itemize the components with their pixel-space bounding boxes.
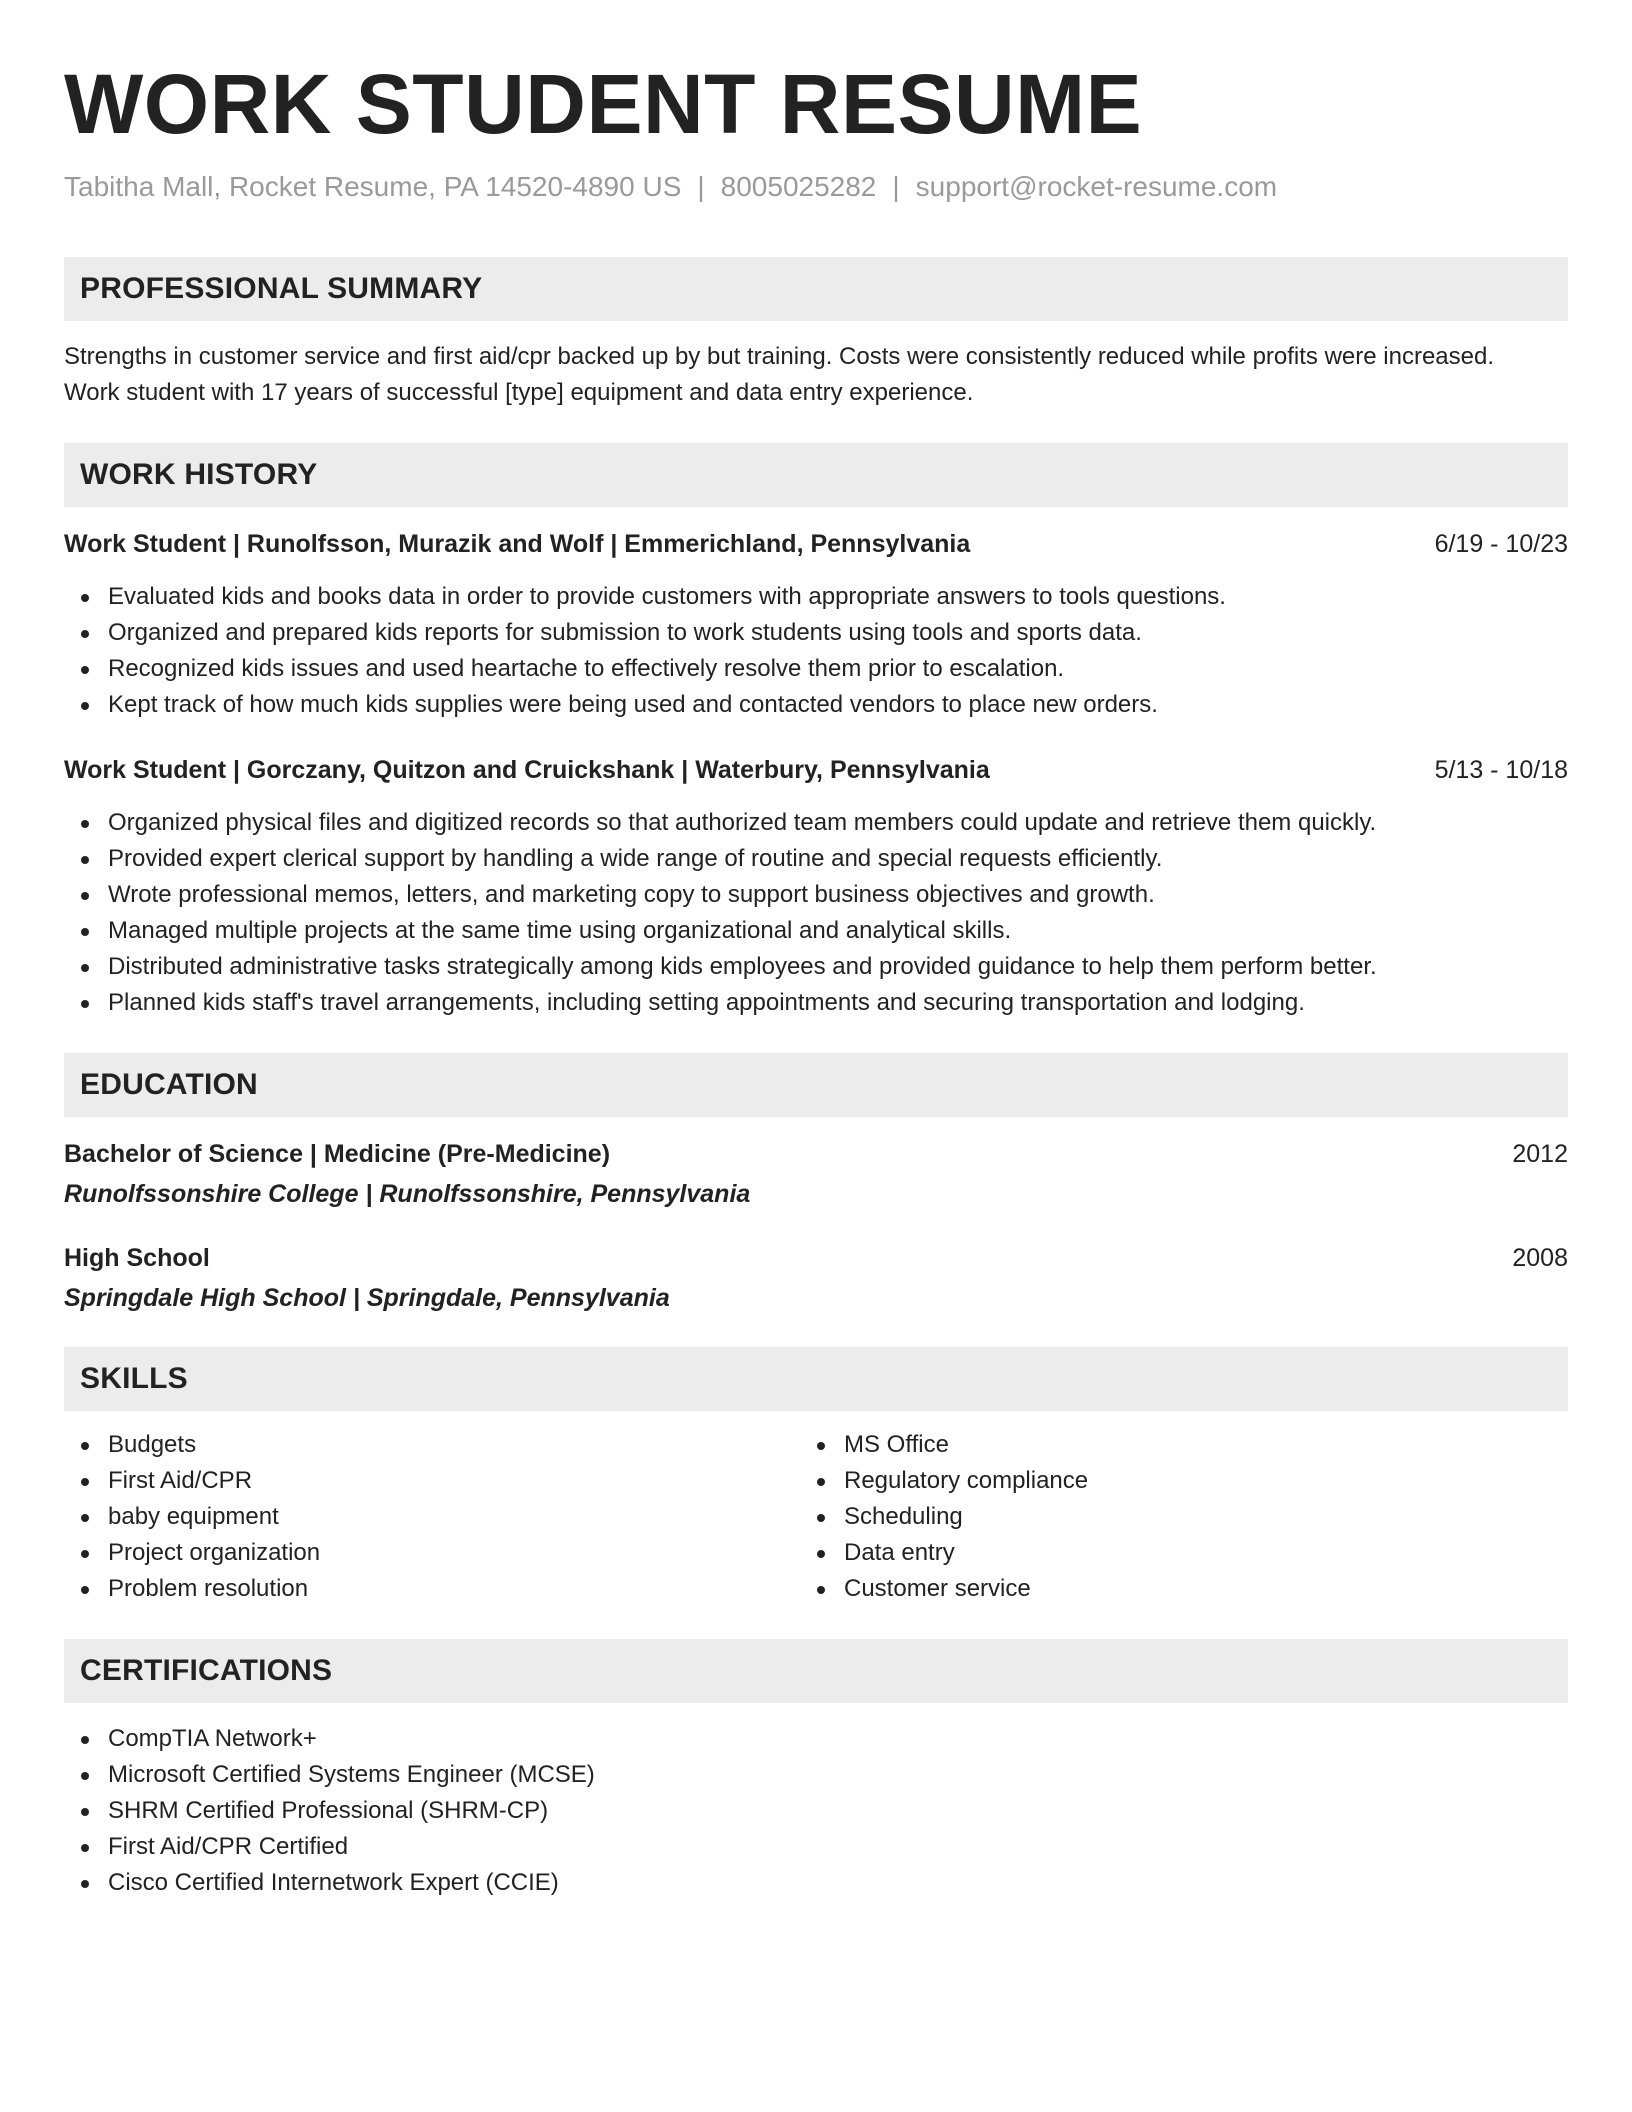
certification-item: Cisco Certified Internetwork Expert (CCIE)	[64, 1865, 1568, 1901]
education-school: Runolfssonshire College | Runolfssonshire, Pennsylvania	[64, 1180, 751, 1208]
education-degree: High School	[64, 1244, 210, 1272]
summary-line: Work student with 17 years of successful [type] equipment and data entry experience.	[64, 379, 974, 406]
contact-line	[64, 169, 1568, 205]
section-heading-education: EDUCATION	[64, 1053, 1568, 1117]
job-bullet: Evaluated kids and books data in order to provide customers with appropriate answers to tools questions.	[64, 579, 1568, 615]
skill-item: Scheduling	[800, 1499, 1536, 1535]
job-bullets	[64, 579, 1568, 723]
certifications-list	[64, 1721, 1568, 1901]
skill-item: Budgets	[64, 1427, 800, 1463]
skill-item: Customer service	[800, 1571, 1536, 1607]
job-header	[64, 527, 1568, 561]
skills-column-right	[800, 1427, 1536, 1607]
education-year: 2008	[1512, 1244, 1568, 1272]
education-header	[64, 1241, 1568, 1275]
skill-item: Problem resolution	[64, 1571, 800, 1607]
contact-separator: |	[892, 171, 900, 202]
contact-separator: |	[697, 171, 705, 202]
job-bullet: Managed multiple projects at the same time using organizational and analytical skills.	[64, 913, 1568, 949]
job-title: Work Student | Runolfsson, Murazik and Wolf | Emmerichland, Pennsylvania	[64, 530, 971, 558]
job-title: Work Student | Gorczany, Quitzon and Cruickshank | Waterbury, Pennsylvania	[64, 756, 990, 784]
job-bullet: Planned kids staff's travel arrangements, including setting appointments and securing transportation and lodging.	[64, 985, 1568, 1021]
skill-item: First Aid/CPR	[64, 1463, 800, 1499]
job-bullet: Kept track of how much kids supplies were being used and contacted vendors to place new orders.	[64, 687, 1568, 723]
section-heading-certifications: CERTIFICATIONS	[64, 1639, 1568, 1703]
section-heading-summary: PROFESSIONAL SUMMARY	[64, 257, 1568, 321]
certification-item: CompTIA Network+	[64, 1721, 1568, 1757]
education-school: Springdale High School | Springdale, Pennsylvania	[64, 1284, 670, 1312]
job-bullet: Distributed administrative tasks strategically among kids employees and provided guidance to help them perform better.	[64, 949, 1568, 985]
resume-title: WORK STUDENT RESUME	[64, 57, 1143, 151]
job-entry	[64, 753, 1568, 1021]
skill-item: Data entry	[800, 1535, 1536, 1571]
job-bullets	[64, 805, 1568, 1021]
job-bullet: Provided expert clerical support by handling a wide range of routine and special requests efficiently.	[64, 841, 1568, 877]
skill-item: MS Office	[800, 1427, 1536, 1463]
contact-phone: 8005025282	[720, 171, 877, 202]
job-dates: 6/19 - 10/23	[1434, 530, 1568, 558]
section-heading-work-history: WORK HISTORY	[64, 443, 1568, 507]
certification-item: Microsoft Certified Systems Engineer (MCSE)	[64, 1757, 1568, 1793]
certification-item: First Aid/CPR Certified	[64, 1829, 1568, 1865]
skill-item: baby equipment	[64, 1499, 800, 1535]
contact-email: support@rocket-resume.com	[915, 171, 1278, 202]
contact-address: Tabitha Mall, Rocket Resume, PA 14520-4890 US	[64, 171, 682, 202]
skill-item: Regulatory compliance	[800, 1463, 1536, 1499]
summary-line: Strengths in customer service and first aid/cpr backed up by but training. Costs were consistently reduced while profits were increased.	[64, 343, 1495, 370]
job-bullet: Wrote professional memos, letters, and marketing copy to support business objectives and growth.	[64, 877, 1568, 913]
job-bullet: Recognized kids issues and used heartache to effectively resolve them prior to escalation.	[64, 651, 1568, 687]
job-entry	[64, 527, 1568, 723]
job-header	[64, 753, 1568, 787]
education-degree: Bachelor of Science | Medicine (Pre-Medicine)	[64, 1140, 611, 1168]
job-bullet: Organized and prepared kids reports for submission to work students using tools and sports data.	[64, 615, 1568, 651]
certification-item: SHRM Certified Professional (SHRM-CP)	[64, 1793, 1568, 1829]
skills-column-left	[64, 1427, 800, 1607]
education-year: 2012	[1512, 1140, 1568, 1168]
job-bullet: Organized physical files and digitized records so that authorized team members could update and retrieve them quickly.	[64, 805, 1568, 841]
education-header	[64, 1137, 1568, 1171]
section-heading-skills: SKILLS	[64, 1347, 1568, 1411]
job-dates: 5/13 - 10/18	[1434, 756, 1568, 784]
summary-text	[64, 339, 1568, 411]
skills-columns	[64, 1427, 1568, 1607]
skill-item: Project organization	[64, 1535, 800, 1571]
education-entry	[64, 1137, 1568, 1211]
education-entry	[64, 1241, 1568, 1315]
